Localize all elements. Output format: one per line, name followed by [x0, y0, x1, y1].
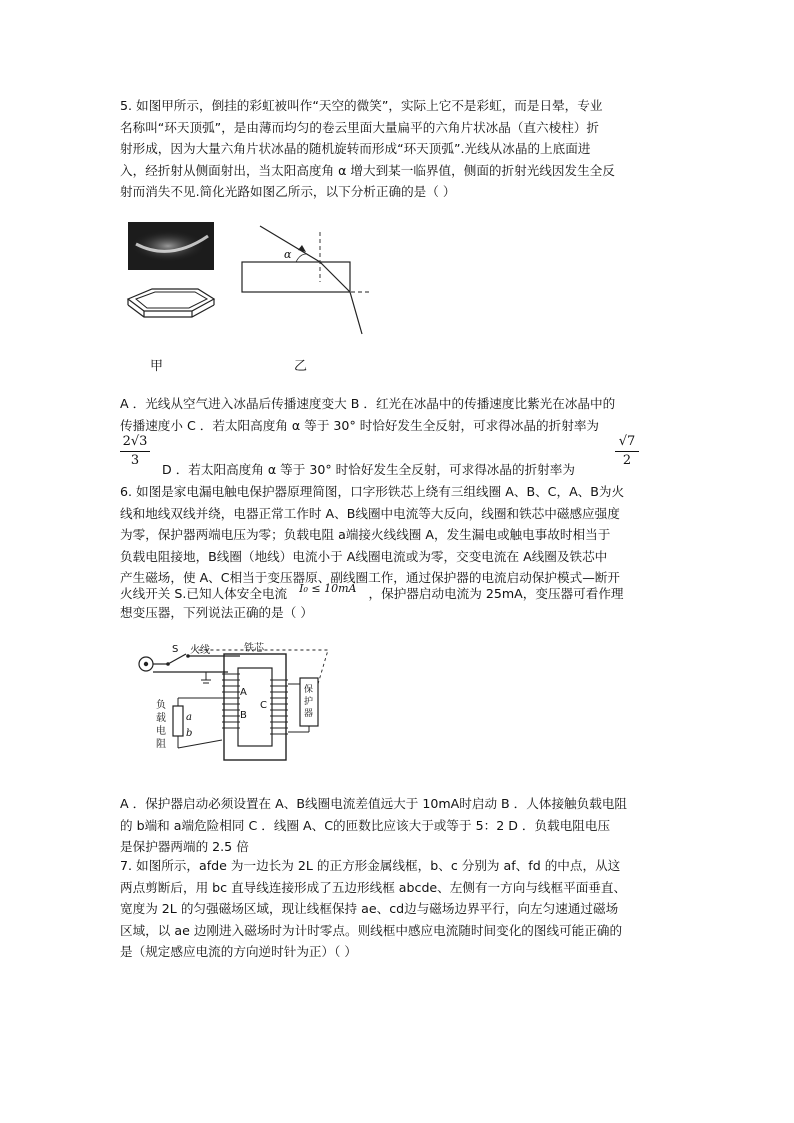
q5-stem-line: 入，经折射从侧面射出，当太阳高度角 α 增大到某一临界值，侧面的折射光线因发生全反	[120, 162, 615, 178]
q6-text: 想变压器，下列说法正确的是（ ）	[120, 605, 313, 620]
load-label-4: 阻	[156, 739, 166, 750]
q5-option-line: 传播速度小 C ．若太阳高度角 α 等于 30° 时恰好发生全反射，可求得冰晶的折射率为	[120, 417, 600, 433]
switch-label: S	[172, 644, 179, 655]
q6-text: ，保护器启动电流为 25mA，变压器可看作理	[368, 586, 624, 601]
hexagonal-ice-crystal	[122, 285, 218, 325]
load-label-2: 载	[156, 713, 166, 724]
live-wire-label: 火线	[190, 645, 210, 656]
q6-stem	[120, 481, 675, 589]
q6-stem-line: 产生磁场，使 A、C相当于变压器原、副线圈工作，通过保护器的电流启动保护模式—断开	[120, 570, 620, 585]
q6-option-line: 是保护器两端的 2.5 倍	[120, 839, 249, 854]
q7-stem-line: 区域，以 ae 边刚进入磁场时为计时零点。则线框中感应电流随时间变化的图线可能正确的	[120, 922, 623, 938]
load-label-3: 电	[156, 726, 166, 737]
q6-stem-line: 6. 如图是家电漏电触电保护器原理简图，口字形铁芯上绕有三组线圈 A、B、C，A、B为火	[120, 484, 625, 499]
q5-option-line: A ．光线从空气进入冰晶后传播速度变大 B ．红光在冰晶中的传播速度比紫光在冰晶中的	[120, 396, 616, 411]
q6-text: 火线开关 S.已知人体安全电流	[120, 586, 288, 601]
q5-option-line: D ．若太阳高度角 α 等于 30° 时恰好发生全反射，可求得冰晶的折射率为	[162, 462, 575, 477]
halo-photo	[128, 222, 214, 270]
q7-stem-line: 7. 如图所示，afde 为一边长为 2L 的正方形金属线框，b、c 分别为 af、fd 的中点，从这	[120, 858, 621, 873]
end-b-label: b	[186, 728, 193, 739]
q7-stem	[120, 855, 675, 963]
core-label: 铁芯	[244, 643, 264, 654]
q5-options	[120, 393, 675, 436]
protector-label-1: 保	[304, 685, 314, 695]
fraction-c	[120, 434, 150, 469]
coil-c-label: C	[260, 700, 267, 711]
protector-label-2: 护	[304, 697, 314, 707]
fraction-d-denominator: 2	[622, 453, 632, 468]
q7-stem-line: 两点剪断后，用 bc 直导线连接形成了五边形线框 abcde、左侧有一方向与线框平面垂直、	[120, 879, 627, 895]
q5-stem-line: 射形成，因为大量六角片状冰晶的随机旋转而形成“环天顶弧”.光线从冰晶的上底面进	[120, 141, 591, 156]
q6-option-line: A ．保护器启动必须设置在 A、B线圈电流差值远大于 10mA时启动 B ．人体接触负载电阻	[120, 796, 628, 811]
q5-stem	[120, 95, 675, 203]
protector-label-3: 器	[304, 709, 314, 719]
q5-stem-line: 射而消失不见.简化光路如图乙所示，以下分析正确的是（ ）	[120, 184, 456, 199]
coil-a-label: A	[240, 687, 247, 698]
q7-stem-line: 宽度为 2L 的匀强磁场区域，现让线框保持 ae、cd边与磁场边界平行，向左匀速通过磁场	[120, 901, 619, 916]
figure-caption-jia: 甲	[150, 359, 164, 374]
fraction-c-denominator: 3	[130, 453, 140, 468]
figure-caption-yi: 乙	[294, 359, 308, 374]
coil-b-label: B	[240, 710, 247, 721]
fraction-c-numerator: 2√3	[122, 434, 148, 449]
angle-alpha-label: α	[284, 248, 292, 261]
q6-stem-line7	[120, 602, 675, 624]
q6-option-line: 的 b端和 a端危险相同 C ．线圈 A、C的匝数比应该大于或等于 5：2 D ．负载电阻电压	[120, 817, 611, 833]
halo-photo-arc	[128, 222, 214, 270]
fraction-d	[615, 434, 639, 469]
fraction-d-numerator: √7	[618, 434, 636, 449]
q6-stem-line: 线和地线双线并绕，电器正常工作时 A、B线圈中电流等大反向，线圈和铁芯中磁感应强度	[120, 505, 620, 521]
q5-stem-line: 5. 如图甲所示，倒挂的彩虹被叫作“天空的微笑”，实际上它不是彩虹，而是日晕，专业	[120, 98, 603, 113]
end-a-label: a	[186, 712, 192, 723]
q5-stem-line: 名称叫“环天顶弧”，是由薄而均匀的卷云里面大量扁平的六角片状冰晶（直六棱柱）折	[120, 119, 600, 135]
current-formula: I₀ ≤ 10mA	[299, 582, 357, 595]
q5-option-d	[162, 459, 622, 481]
leakage-protector-circuit	[128, 640, 358, 775]
ray-diagram	[240, 222, 380, 342]
q6-stem-line: 为零，保护器两端电压为零；负载电阻 a端接火线线圈 A，发生漏电或触电事故时相当于	[120, 527, 611, 542]
q7-stem-line: 是（规定感应电流的方向逆时针为正）（ ）	[120, 944, 357, 959]
q6-options	[120, 793, 675, 858]
q6-stem-line: 负载电阻接地，B线圈（地线）电流小于 A线圈电流或为零，交变电流在 A线圈及铁芯中	[120, 548, 608, 564]
load-label-1: 负	[156, 700, 166, 711]
